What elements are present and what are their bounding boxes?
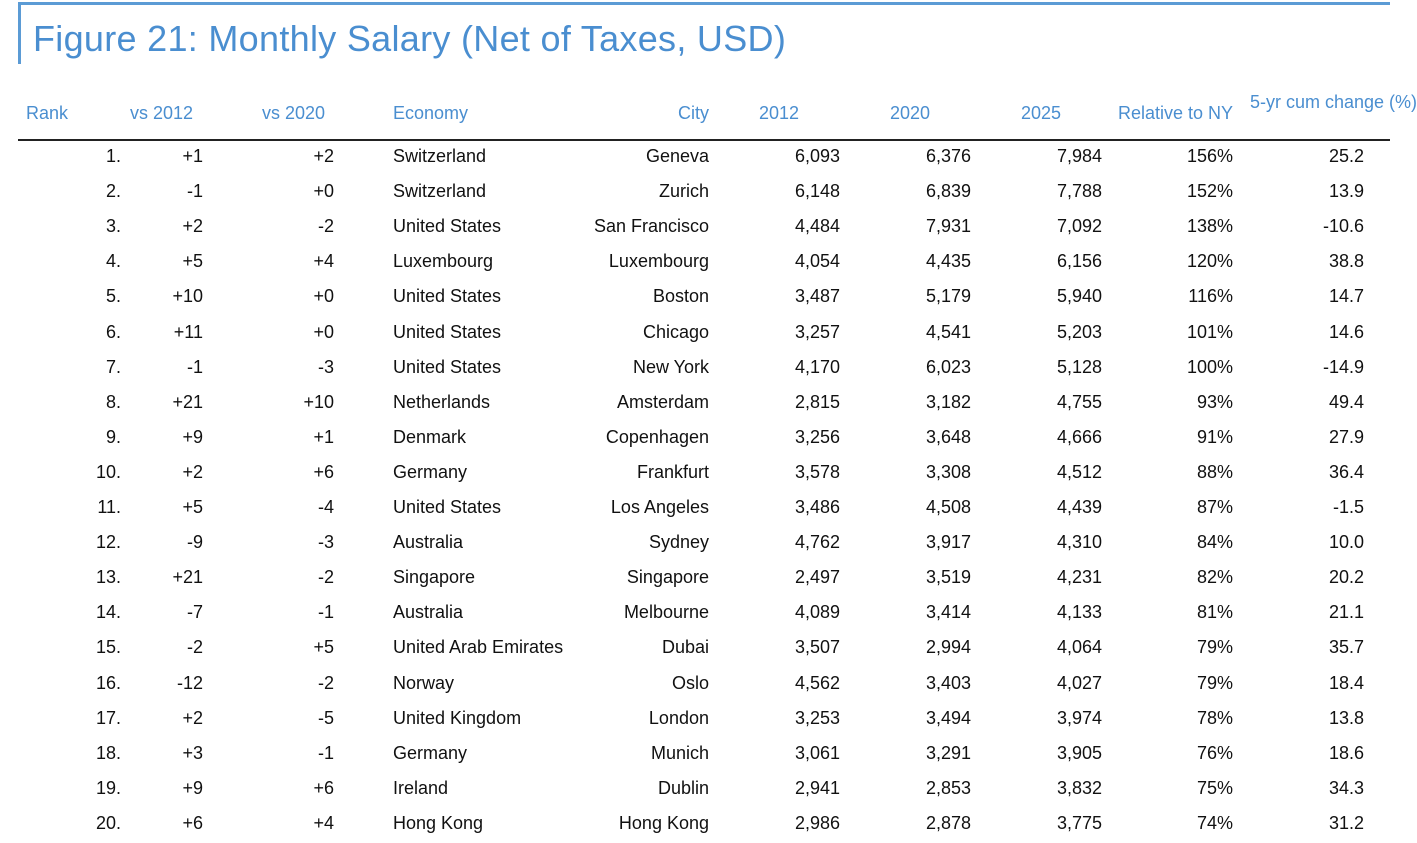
cell-vs-2020: +0 xyxy=(313,286,334,307)
cell-city: London xyxy=(648,707,709,728)
cell-rank: 10. xyxy=(95,461,121,482)
cell-y2025: 4,755 xyxy=(1056,391,1102,412)
cell-y2012: 3,578 xyxy=(794,461,840,482)
cell-relative-to-ny: 76% xyxy=(1196,742,1233,763)
cell-five-yr-change: 27.9 xyxy=(1328,426,1364,447)
cell-vs-2020: +0 xyxy=(313,181,334,202)
cell-rank: 16. xyxy=(95,672,121,693)
cell-y2012: 2,941 xyxy=(794,777,840,798)
cell-vs-2020: -2 xyxy=(317,672,334,693)
cell-five-yr-change: -10.6 xyxy=(1322,216,1364,237)
cell-y2025: 4,133 xyxy=(1056,602,1102,623)
cell-vs-2012: -7 xyxy=(186,602,203,623)
cell-y2012: 2,497 xyxy=(794,567,840,588)
cell-y2020: 3,494 xyxy=(925,707,971,728)
cell-relative-to-ny: 100% xyxy=(1186,356,1233,377)
cell-city: Luxembourg xyxy=(608,251,709,272)
cell-vs-2012: +2 xyxy=(182,707,203,728)
table-row xyxy=(0,668,1394,703)
cell-city: Munich xyxy=(650,742,709,763)
cell-y2020: 4,435 xyxy=(925,251,971,272)
cell-rank: 13. xyxy=(95,567,121,588)
cell-vs-2020: +4 xyxy=(313,251,334,272)
cell-vs-2020: +0 xyxy=(313,321,334,342)
cell-economy: United States xyxy=(393,356,502,377)
cell-city: Singapore xyxy=(626,567,709,588)
cell-relative-to-ny: 84% xyxy=(1196,532,1233,553)
cell-y2020: 3,414 xyxy=(925,602,971,623)
cell-rank: 6. xyxy=(105,321,121,342)
cell-y2025: 4,512 xyxy=(1056,461,1102,482)
cell-vs-2012: -2 xyxy=(186,637,203,658)
cell-rank: 3. xyxy=(105,216,121,237)
cell-y2012: 4,484 xyxy=(794,216,840,237)
cell-vs-2020: -1 xyxy=(317,602,334,623)
cell-y2020: 3,291 xyxy=(925,742,971,763)
cell-vs-2012: +21 xyxy=(172,567,203,588)
cell-y2025: 4,231 xyxy=(1056,567,1102,588)
cell-vs-2020: +5 xyxy=(313,637,334,658)
cell-y2025: 5,128 xyxy=(1056,356,1102,377)
cell-vs-2020: -2 xyxy=(317,567,334,588)
cell-y2012: 3,256 xyxy=(794,426,840,447)
cell-y2020: 2,878 xyxy=(925,812,971,833)
table-row xyxy=(0,738,1394,773)
cell-y2012: 3,253 xyxy=(794,707,840,728)
table-row xyxy=(0,352,1394,387)
cell-city: Amsterdam xyxy=(616,391,709,412)
cell-rank: 19. xyxy=(95,777,121,798)
header-relative-to-ny: Relative to NY xyxy=(1118,103,1234,123)
cell-rank: 14. xyxy=(95,602,121,623)
cell-relative-to-ny: 93% xyxy=(1196,391,1233,412)
cell-y2012: 6,148 xyxy=(794,181,840,202)
cell-vs-2012: +10 xyxy=(172,286,203,307)
cell-y2025: 6,156 xyxy=(1056,251,1102,272)
figure-title: Figure 21: Monthly Salary (Net of Taxes, USD) xyxy=(33,18,787,59)
cell-relative-to-ny: 75% xyxy=(1196,777,1233,798)
table-row xyxy=(0,246,1394,281)
cell-rank: 11. xyxy=(97,497,121,517)
cell-city: Oslo xyxy=(671,672,709,693)
cell-vs-2012: +6 xyxy=(182,812,203,833)
cell-y2012: 3,061 xyxy=(794,742,840,763)
cell-y2020: 4,541 xyxy=(925,321,971,342)
table-row xyxy=(0,317,1394,352)
cell-economy: Singapore xyxy=(393,567,476,588)
cell-vs-2020: +2 xyxy=(313,146,334,166)
cell-economy: Luxembourg xyxy=(393,251,494,272)
cell-vs-2012: +1 xyxy=(182,146,203,166)
cell-economy: Hong Kong xyxy=(393,812,484,833)
header-vs-2020: vs 2020 xyxy=(262,103,326,123)
cell-vs-2012: +21 xyxy=(172,391,203,412)
cell-y2025: 3,974 xyxy=(1056,707,1102,728)
cell-five-yr-change: 38.8 xyxy=(1328,251,1364,272)
cell-y2020: 3,403 xyxy=(925,672,971,693)
cell-five-yr-change: -14.9 xyxy=(1322,356,1364,377)
cell-vs-2012: +2 xyxy=(182,216,203,237)
cell-five-yr-change: 10.0 xyxy=(1328,532,1364,553)
cell-vs-2012: -9 xyxy=(186,532,203,553)
cell-rank: 2. xyxy=(105,181,121,202)
cell-y2020: 7,931 xyxy=(925,216,971,237)
cell-rank: 12. xyxy=(95,532,121,553)
cell-y2025: 5,203 xyxy=(1056,321,1102,342)
cell-y2012: 3,507 xyxy=(794,637,840,658)
cell-y2020: 2,994 xyxy=(925,637,971,658)
header-y2025: 2025 xyxy=(1021,103,1062,123)
table-row xyxy=(0,562,1394,597)
cell-y2020: 4,508 xyxy=(925,497,971,517)
table-row xyxy=(0,703,1394,738)
cell-economy: Norway xyxy=(393,672,455,693)
cell-y2020: 5,179 xyxy=(925,286,971,307)
cell-rank: 17. xyxy=(95,707,121,728)
cell-y2020: 3,182 xyxy=(925,391,971,412)
cell-vs-2020: +4 xyxy=(313,812,334,833)
table-row xyxy=(0,141,1394,176)
header-y2012: 2012 xyxy=(759,103,800,123)
cell-five-yr-change: 36.4 xyxy=(1328,461,1364,482)
cell-y2025: 4,027 xyxy=(1056,672,1102,693)
cell-relative-to-ny: 88% xyxy=(1196,461,1233,482)
cell-five-yr-change: 25.2 xyxy=(1328,146,1364,166)
cell-relative-to-ny: 138% xyxy=(1186,216,1233,237)
table-row xyxy=(0,492,1394,527)
cell-y2012: 3,257 xyxy=(794,321,840,342)
cell-y2012: 4,170 xyxy=(794,356,840,377)
cell-city: Hong Kong xyxy=(618,812,709,833)
cell-relative-to-ny: 120% xyxy=(1186,251,1233,272)
cell-relative-to-ny: 82% xyxy=(1196,567,1233,588)
cell-vs-2020: -3 xyxy=(317,356,334,377)
cell-city: Frankfurt xyxy=(636,461,709,482)
cell-relative-to-ny: 116% xyxy=(1188,286,1233,307)
cell-city: New York xyxy=(632,356,709,377)
header-economy: Economy xyxy=(393,103,469,123)
cell-relative-to-ny: 101% xyxy=(1186,321,1233,342)
table-row xyxy=(0,211,1394,246)
cell-relative-to-ny: 152% xyxy=(1186,181,1233,202)
header-vs-2012: vs 2012 xyxy=(130,103,194,123)
cell-city: Los Angeles xyxy=(610,497,709,517)
cell-y2025: 7,984 xyxy=(1056,146,1102,166)
cell-relative-to-ny: 79% xyxy=(1196,637,1233,658)
cell-city: Chicago xyxy=(642,321,709,342)
cell-vs-2020: -2 xyxy=(317,216,334,237)
cell-economy: United States xyxy=(393,497,502,517)
cell-city: Boston xyxy=(652,286,709,307)
cell-economy: Australia xyxy=(393,602,464,623)
cell-y2025: 7,092 xyxy=(1056,216,1102,237)
cell-city: Copenhagen xyxy=(605,426,709,447)
cell-economy: Switzerland xyxy=(393,146,487,166)
cell-economy: Switzerland xyxy=(393,181,487,202)
cell-city: Zurich xyxy=(658,181,709,202)
cell-vs-2020: +6 xyxy=(313,777,334,798)
table-row xyxy=(0,387,1394,422)
table-row xyxy=(0,597,1394,632)
cell-y2020: 3,648 xyxy=(925,426,971,447)
cell-relative-to-ny: 87% xyxy=(1196,497,1233,517)
cell-relative-to-ny: 81% xyxy=(1196,602,1233,623)
cell-five-yr-change: 31.2 xyxy=(1328,812,1364,833)
cell-relative-to-ny: 91% xyxy=(1196,426,1233,447)
header-five-yr-change: 5-yr cum change (%) xyxy=(1250,92,1417,112)
cell-economy: Germany xyxy=(393,742,468,763)
cell-relative-to-ny: 78% xyxy=(1196,707,1233,728)
table-row xyxy=(0,281,1394,316)
cell-vs-2012: -1 xyxy=(186,356,203,377)
cell-five-yr-change: 13.8 xyxy=(1328,707,1364,728)
cell-city: Sydney xyxy=(648,532,709,553)
cell-vs-2020: +1 xyxy=(313,426,334,447)
header-rank: Rank xyxy=(26,103,69,123)
cell-five-yr-change: 13.9 xyxy=(1328,181,1364,202)
cell-city: Melbourne xyxy=(623,602,709,623)
cell-y2020: 6,839 xyxy=(925,181,971,202)
cell-y2025: 4,310 xyxy=(1056,532,1102,553)
cell-y2020: 3,519 xyxy=(925,567,971,588)
cell-relative-to-ny: 74% xyxy=(1196,812,1233,833)
table-row xyxy=(0,422,1394,457)
cell-vs-2012: +5 xyxy=(182,251,203,272)
cell-vs-2012: -12 xyxy=(176,672,203,693)
cell-economy: United Kingdom xyxy=(393,707,522,728)
table-row xyxy=(0,773,1394,808)
cell-rank: 9. xyxy=(105,426,121,447)
cell-y2012: 4,089 xyxy=(794,602,840,623)
cell-y2012: 3,486 xyxy=(794,497,840,517)
cell-vs-2012: +9 xyxy=(182,426,203,447)
cell-five-yr-change: 14.7 xyxy=(1328,286,1364,307)
table-row xyxy=(0,527,1394,562)
cell-vs-2020: -3 xyxy=(317,532,334,553)
cell-rank: 20. xyxy=(95,812,121,833)
cell-y2025: 7,788 xyxy=(1056,181,1102,202)
cell-y2020: 6,023 xyxy=(925,356,971,377)
cell-economy: Ireland xyxy=(393,777,449,798)
cell-vs-2012: +11 xyxy=(173,321,203,342)
cell-y2025: 4,439 xyxy=(1056,497,1102,517)
header-city: City xyxy=(678,103,709,123)
cell-rank: 5. xyxy=(105,286,121,307)
cell-y2020: 2,853 xyxy=(925,777,971,798)
cell-relative-to-ny: 156% xyxy=(1186,146,1233,166)
cell-rank: 18. xyxy=(95,742,121,763)
cell-city: Dublin xyxy=(657,777,709,798)
cell-vs-2020: -5 xyxy=(317,707,334,728)
cell-y2012: 4,762 xyxy=(794,532,840,553)
cell-city: Geneva xyxy=(645,146,709,166)
cell-y2025: 4,666 xyxy=(1056,426,1102,447)
cell-five-yr-change: 18.6 xyxy=(1328,742,1364,763)
cell-rank: 4. xyxy=(105,251,121,272)
cell-economy: United States xyxy=(393,286,502,307)
cell-vs-2012: +2 xyxy=(182,461,203,482)
cell-relative-to-ny: 79% xyxy=(1196,672,1233,693)
cell-y2020: 6,376 xyxy=(925,146,971,166)
cell-y2025: 3,905 xyxy=(1056,742,1102,763)
cell-y2025: 4,064 xyxy=(1056,637,1102,658)
cell-vs-2020: -1 xyxy=(317,742,334,763)
cell-five-yr-change: 14.6 xyxy=(1328,321,1364,342)
cell-rank: 15. xyxy=(95,637,121,658)
cell-y2012: 4,562 xyxy=(794,672,840,693)
cell-economy: Germany xyxy=(393,461,468,482)
cell-five-yr-change: 18.4 xyxy=(1328,672,1364,693)
cell-y2012: 3,487 xyxy=(794,286,840,307)
cell-vs-2020: +6 xyxy=(313,461,334,482)
cell-y2025: 5,940 xyxy=(1056,286,1102,307)
cell-five-yr-change: 21.1 xyxy=(1328,602,1364,623)
cell-y2012: 2,815 xyxy=(794,391,840,412)
cell-rank: 1. xyxy=(105,146,121,166)
cell-five-yr-change: -1.5 xyxy=(1332,497,1364,517)
cell-economy: United States xyxy=(393,321,502,342)
cell-rank: 7. xyxy=(105,356,121,377)
cell-y2020: 3,917 xyxy=(925,532,971,553)
cell-vs-2012: -1 xyxy=(186,181,203,202)
cell-vs-2020: +10 xyxy=(303,391,334,412)
cell-y2012: 4,054 xyxy=(794,251,840,272)
header-y2020: 2020 xyxy=(890,103,931,123)
cell-city: San Francisco xyxy=(593,216,709,237)
cell-vs-2020: -4 xyxy=(317,497,334,517)
cell-y2012: 6,093 xyxy=(794,146,840,166)
cell-y2020: 3,308 xyxy=(925,461,971,482)
table-row xyxy=(0,808,1394,843)
cell-vs-2012: +9 xyxy=(182,777,203,798)
cell-economy: Australia xyxy=(393,532,464,553)
cell-economy: Denmark xyxy=(393,426,467,447)
cell-vs-2012: +3 xyxy=(182,742,203,763)
cell-y2012: 2,986 xyxy=(794,812,840,833)
table-row xyxy=(0,457,1394,492)
cell-y2025: 3,832 xyxy=(1056,777,1102,798)
cell-city: Dubai xyxy=(661,637,709,658)
table-row xyxy=(0,632,1394,667)
cell-five-yr-change: 20.2 xyxy=(1328,567,1364,588)
cell-economy: United States xyxy=(393,216,502,237)
cell-economy: Netherlands xyxy=(393,391,491,412)
cell-y2025: 3,775 xyxy=(1056,812,1102,833)
cell-economy: United Arab Emirates xyxy=(393,637,564,658)
cell-five-yr-change: 34.3 xyxy=(1328,777,1364,798)
cell-five-yr-change: 49.4 xyxy=(1328,391,1364,412)
cell-rank: 8. xyxy=(105,391,121,412)
cell-vs-2012: +5 xyxy=(182,497,203,517)
cell-five-yr-change: 35.7 xyxy=(1328,637,1364,658)
table-row xyxy=(0,176,1394,211)
